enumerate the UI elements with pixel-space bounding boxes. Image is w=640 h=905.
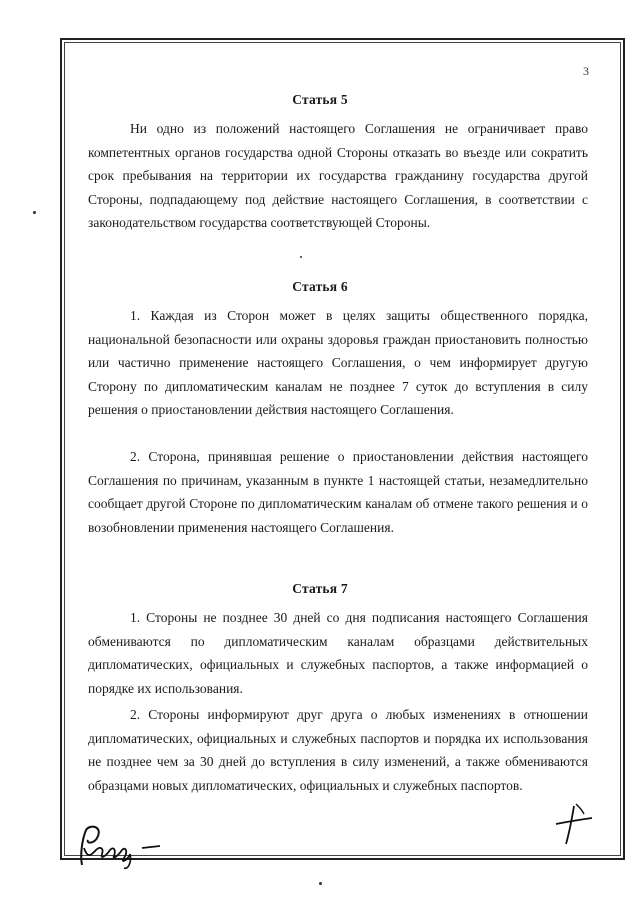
article-7-paragraph-1: 1. Стороны не позднее 30 дней со дня подписания настоящего Соглашения обмениваются по дипломатическим каналам образцами действительных дипломатических, официальных и служебных паспортов, а также информацией о порядке их использования. xyxy=(88,610,588,696)
article-7-paragraph-2: 2. Стороны информируют друг друга о любых изменениях в отношении дипломатических, официальных и служебных паспортов и порядка их использования не позднее чем за 30 дней до вступления в силу изменений, а также обмениваются образцами новых дипломатических, официальных и служебных паспортов. xyxy=(88,707,588,793)
article-6-paragraph-1: 1. Каждая из Сторон может в целях защиты общественного порядка, национальной безопасности или охраны здоровья граждан приостановить полностью или частично применение настоящего Соглашения, о чем информирует другую Сторону по дипломатическим каналам не позднее 7 суток до вступления в силу решения о приостановлении действия настоящего Соглашения. xyxy=(88,308,588,417)
page-number: 3 xyxy=(583,64,589,78)
scan-speck xyxy=(300,256,302,258)
article-5-paragraph: Ни одно из положений настоящего Соглашения не ограничивает право компетентных органов государства одной Стороны отказать во въезде или сократить срок пребывания на территории их государства гражданину государства другой Стороны, подпадающему под действие настоящего Соглашения, в соответствии с законодательством государства соответствующей Стороны. xyxy=(88,121,588,230)
handwritten-initials-right xyxy=(550,800,600,850)
handwritten-initials-left xyxy=(70,820,170,875)
article-6-paragraph-2: 2. Сторона, принявшая решение о приостановлении действия настоящего Соглашения по причинам, указанным в пункте 1 настоящей статьи, незамедлительно сообщает другой Стороне по дипломатическим каналам об отмене такого решения и о возобновлении применения настоящего Соглашения. xyxy=(88,449,588,535)
article-5-heading: Статья 5 xyxy=(292,92,348,107)
scan-speck xyxy=(33,211,36,214)
scan-speck xyxy=(319,882,322,885)
article-7-heading: Статья 7 xyxy=(292,581,348,596)
article-6-heading: Статья 6 xyxy=(292,279,348,294)
